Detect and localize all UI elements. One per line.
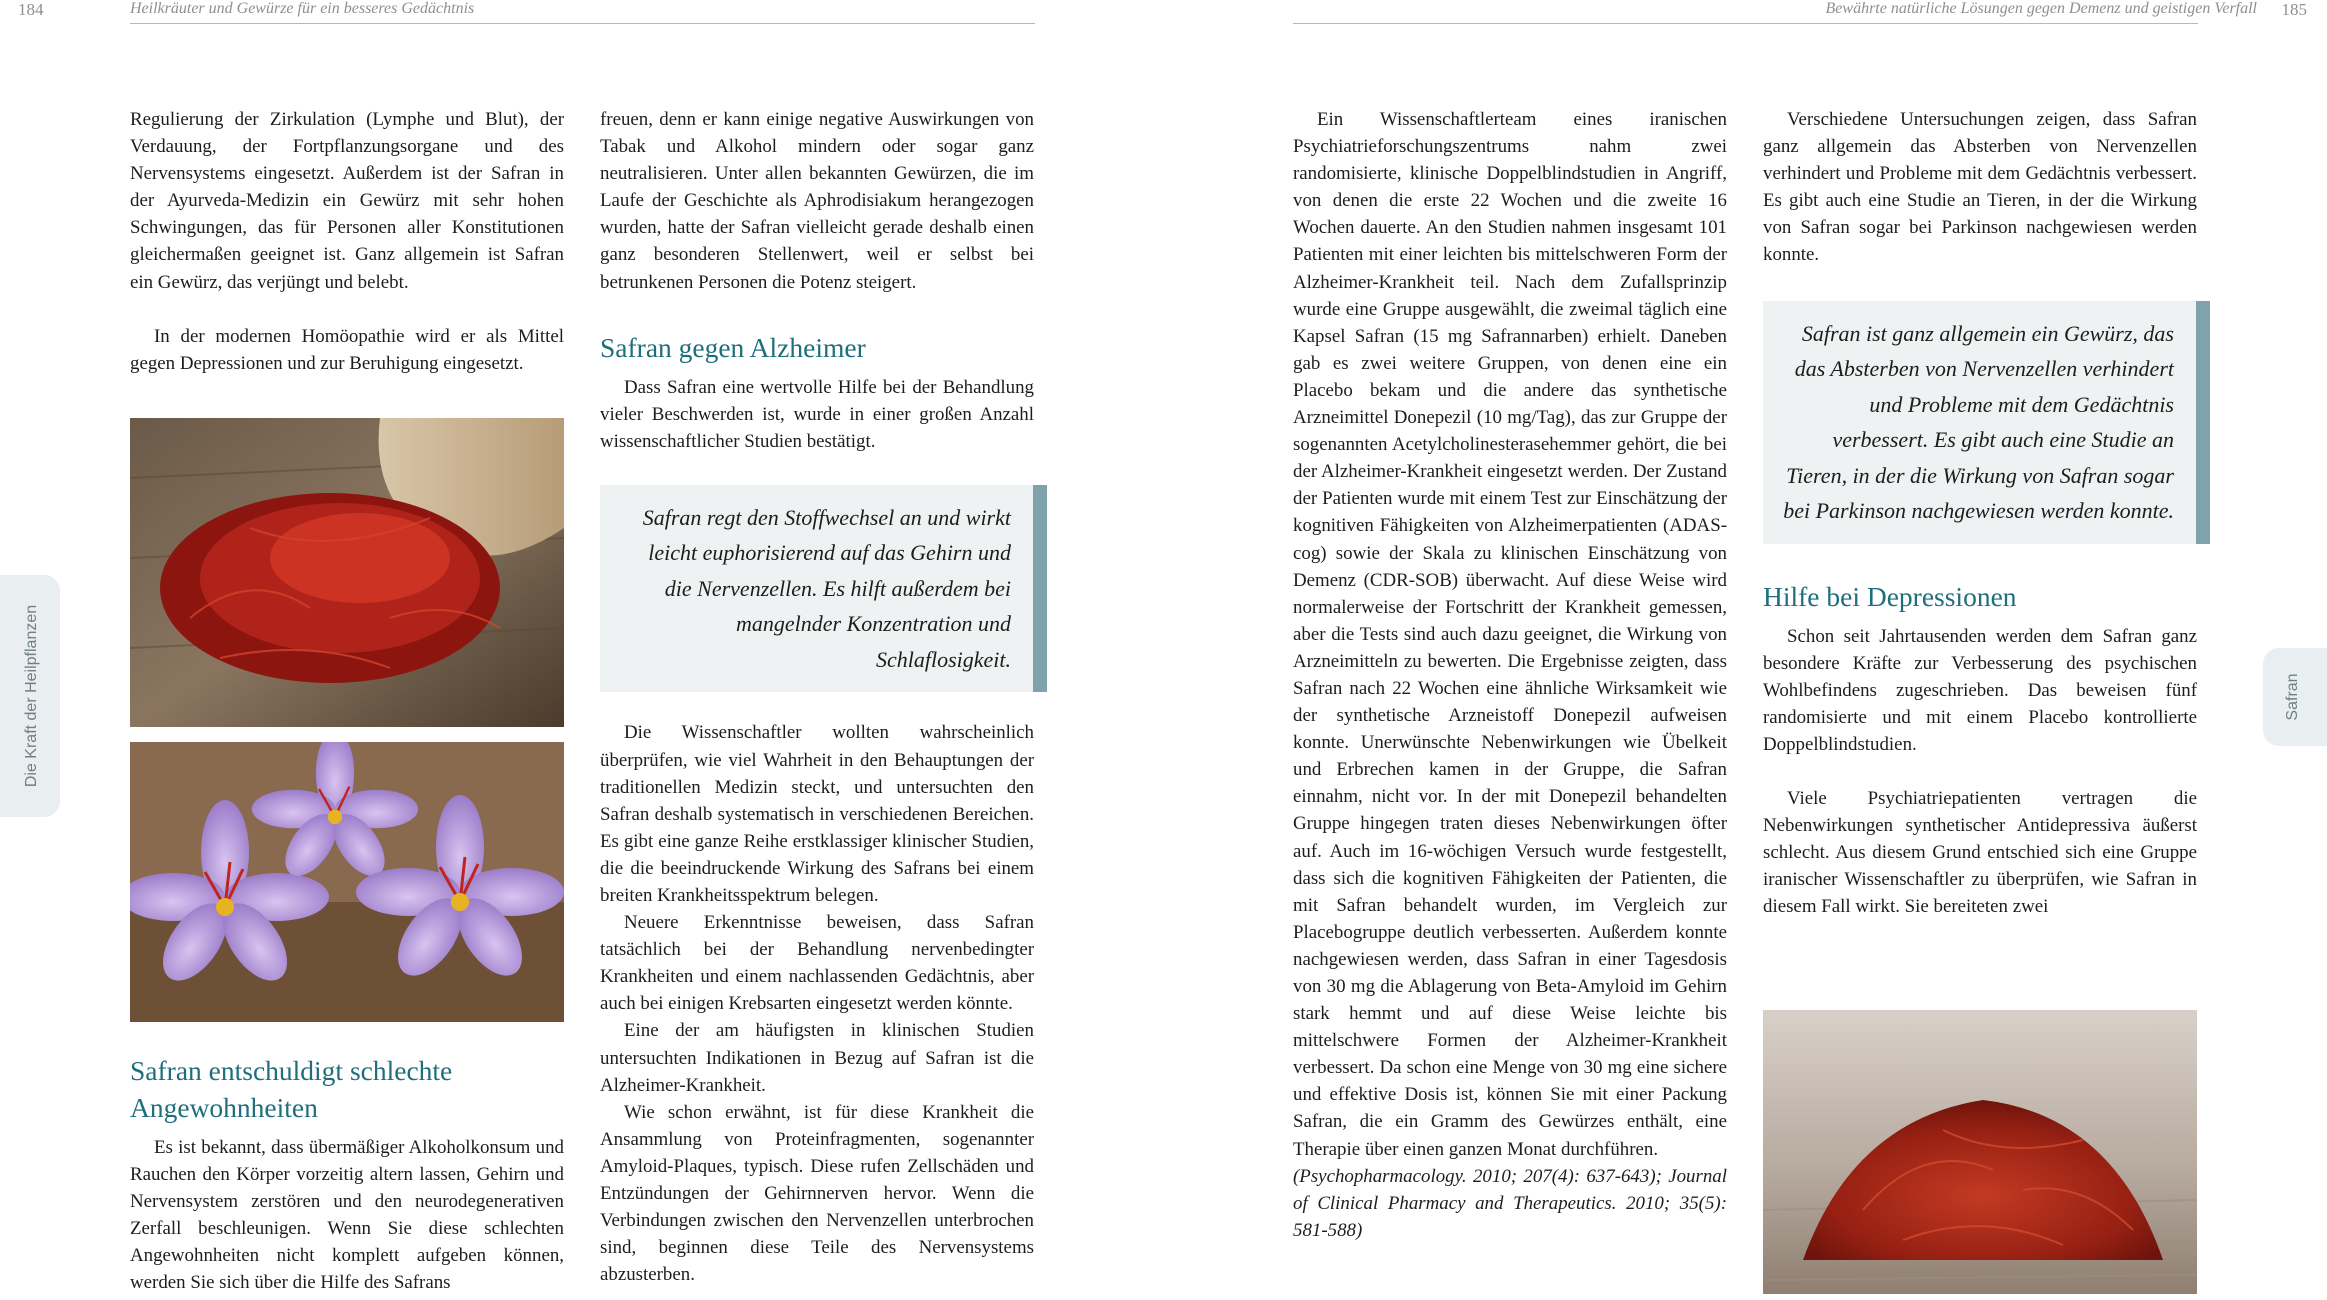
right-column-1 [1293,106,1727,1244]
page-number-left: 184 [18,0,44,19]
paragraph: Eine der am häufigsten in klinischen Studien untersuchten Indikationen in Bezug auf Safran ist die Alzheimer-Krankheit. [600,1020,1034,1096]
side-tab-left [0,575,60,817]
side-tab-right [2263,648,2327,746]
paragraph: Viele Psychiatriepatienten vertragen die Nebenwirkungen synthetischer Antidepressiva äußerst schlecht. Aus diesem Grund entschied sich eine Gruppe iranischer Wissenschaftler zu überprüfen, wie Safran in diesem Fall wirkt. Sie bereiteten zwei [1763,788,2197,918]
side-tab-label: Safran [2284,673,2301,721]
section-heading: Hilfe bei Depressionen [1763,580,2017,612]
paragraph: Wie schon erwähnt, ist für diese Krankheit die Ansammlung von Proteinfragmenten, sogenannter Amyloid-Plaques, typisch. Diese rufen Zellschäden und Entzündungen der Gehirnnerven hervor. Wenn die Verbindungen zwischen den Nervenzellen unterbrochen sind, beginnen diese Teile des Nervensystems abzusterben. [600,1101,1034,1286]
paragraph: freuen, denn er kann einige negative Auswirkungen von Tabak und Alkohol mindern oder sogar ganz neutralisieren. Unter allen bekannten Gewürzen, die im Laufe der Geschichte als Aphrodisiakum herangezogen wurden, hatte der Safran vielleicht gerade deshalb einen ganz besonderen Stellenwert, weil er selbst bei betrunkenen Personen die Potenz steigert. [600,109,1034,293]
page-number-right: 185 [2281,0,2307,19]
section-heading: Safran gegen Alzheimer [600,331,866,363]
left-column-2 [600,106,1034,1288]
citation: (Psychopharmacology. 2010; 207(4): 637-643); Journal of Clinical Pharmacy and Therapeutics. 2010; 35(5): 581-588) [1293,1165,1727,1241]
paragraph: Ein Wissenschaftlerteam eines iranischen Psychiatrieforschungszentrums nahm zwei randomisierte, klinische Doppelblindstudien in Angriff, von denen die erste 22 Wochen und die zweite 16 Wochen dauerte. An den Studien nahmen insgesamt 101 Patienten mit einer leichten bis mittelschweren Form der Alzheimer-Krankheit teil. Nach dem Zufallsprinzip wurde eine Gruppe ausgewählt, die zweimal täglich eine Kapsel Safran (15 mg Safrannarben) erhielt. Daneben gab es zwei weitere Gruppen, von denen eine ein Placebo bekam und die andere das synthetische Arzneimittel Donepezil (10 mg/Tag), das zur Gruppe der sogenannten Acetylcholinesterasehemmer gehört, die bei der Alzheimer-Krankheit eingesetzt werden. Der Zustand der Patienten wurde mit einem Test zur Einschätzung der kognitiven Fähigkeiten von Alzheimerpatienten (ADAS-cog) sowie der Skala zu klinischen Einschätzung von Demenz (CDR-SOB) überwacht. Auf diese Weise wird normalerweise der Fortschritt der Krankheit gemessen, aber die Tests sind auch dazu geeignet, die Wirkung von Arzneimitteln zu bewerten. Die Ergebnisse zeigten, dass Safran nach 22 Wochen eine ähnliche Wirksamkeit wie der synthetische Arzneistoff Donepezil aufweisen konnte. Unerwünschte Nebenwirkungen wie Übelkeit und Erbrechen kamen in der Gruppe, die Safran einnahm, nicht vor. In der mit Donepezil behandelten Gruppe hingegen traten dieses Nebenwirkungen öfter auf. Auch im 16-wöchigen Versuch wurde festgestellt, dass sich die kognitiven Fähigkeiten der Patienten, die mit Safran behandelt wurden, im Vergleich zur Placebogruppe deutlich verbesserten. Außerdem konnte nachgewiesen werden, dass Safran in einer Tagesdosis von 30 mg die Ablagerung von Beta-Amyloid im Gehirn stark hemmt und auf diese Weise leichte bis mittelschwere Formen der Alzheimer-Krankheit verbessert. Da schon eine Menge von 30 mg eine sichere und effektive Dosis ist, können Sie mit einer Packung Safran, die ein Gramm des Gewürzes enthält, eine Therapie über einen ganzen Monat durchführen. [1293,109,1727,1160]
pull-quote-text: Safran regt den Stoffwechsel an und wirkt leicht euphorisierend auf das Gehirn und die Nervenzellen. Es hilft außerdem bei mangelnder Konzentration und Schlaflosigkeit. [642,504,1011,672]
paragraph: Es ist bekannt, dass übermäßiger Alkoholkonsum und Rauchen den Körper vorzeitig altern lassen, Gehirn und Nervensystem zerstören und den neurodegenerativen Zerfall beschleunigen. Wenn Sie diese schlechten Angewohnheiten nicht komplett aufgeben können, werden Sie sich über die Hilfe des Safrans [130,1137,564,1294]
paragraph: Die Wissenschaftler wollten wahrscheinlich überprüfen, wie viel Wahrheit in den Behauptungen der traditionellen Medizin steckt, und untersuchten den Safran deshalb systematisch in verschiedenen Bereichen. Es gibt eine ganze Reihe erstklassiger klinischer Studien, die die beeindruckende Wirkung des Safrans bei einem breiten Krankheitsspektrum belegen. [600,722,1034,906]
pull-quote-bar [1033,485,1047,693]
paragraph: Regulierung der Zirkulation (Lymphe und Blut), der Verdauung, der Fortpflanzungsorgane und des Nervensystems eingesetzt. Außerdem ist der Safran in der Ayurveda-Medizin ein Gewürz mit sehr hohen Schwingungen, das für Personen aller Konstitutionen gleichermaßen geeignet ist. Ganz allgemein ist Safran ein Gewürz, das verjüngt und belebt. [130,109,564,293]
paragraph: Schon seit Jahrtausenden werden dem Safran ganz besondere Kräfte zur Verbesserung des psychischen Wohlbefindens zugeschrieben. Das beweisen fünf randomisierte und mit einem Placebo kontrollierte Doppelblindstudien. [1763,625,2197,755]
pull-quote-bar [2196,301,2210,544]
saffron-pile-photo [1763,1010,2197,1294]
paragraph: Dass Safran eine wertvolle Hilfe bei der Behandlung vieler Beschwerden ist, wurde in einer großen Anzahl wissenschaftlicher Studien bestätigt. [600,376,1034,452]
left-column-1 [130,106,564,377]
crocus-flowers-photo [130,742,564,1022]
pull-quote [1763,301,2210,544]
right-column-2 [1763,106,2197,921]
paragraph: Verschiedene Untersuchungen zeigen, dass Safran ganz allgemein das Absterben von Nervenzellen verhindert und Probleme mit dem Gedächtnis verbessert. Es gibt auch eine Studie an Tieren, in der die Wirkung von Safran sogar bei Parkinson nachgewiesen werden konnte. [1763,109,2197,266]
running-rule-left [130,23,1035,24]
pull-quote [600,485,1047,693]
left-page [0,0,1163,1300]
right-page [1163,0,2327,1300]
pull-quote-text: Safran ist ganz allgemein ein Gewürz, das das Absterben von Nervenzellen verhindert und Probleme mit dem Gedächtnis verbessert. Es gibt auch eine Studie an Tieren, in der die Wirkung von Safran sogar bei Parkinson nachgewiesen werden konnte. [1783,320,2174,524]
paragraph: In der modernen Homöopathie wird er als Mittel gegen Depressionen und zur Beruhigung eingesetzt. [130,325,564,374]
saffron-spoon-photo [130,418,564,727]
paragraph: Neuere Erkenntnisse beweisen, dass Safran tatsächlich bei der Behandlung nervenbedingter Krankheiten und einem nachlassenden Gedächtnis, aber auch bei einigen Krebsarten eingesetzt werden könnte. [600,912,1034,1015]
section-heading: Safran entschuldigt schlechte Angewohnheiten [130,1055,453,1123]
running-rule-right [1293,23,2198,24]
running-head-left: Heilkräuter und Gewürze für ein besseres Gedächtnis [130,0,475,17]
running-head-right: Bewährte natürliche Lösungen gegen Demenz und geistigen Verfall [1825,0,2257,17]
side-tab-label: Die Kraft der Heilpflanzen [23,604,40,788]
left-column-1-lower [130,1052,564,1297]
